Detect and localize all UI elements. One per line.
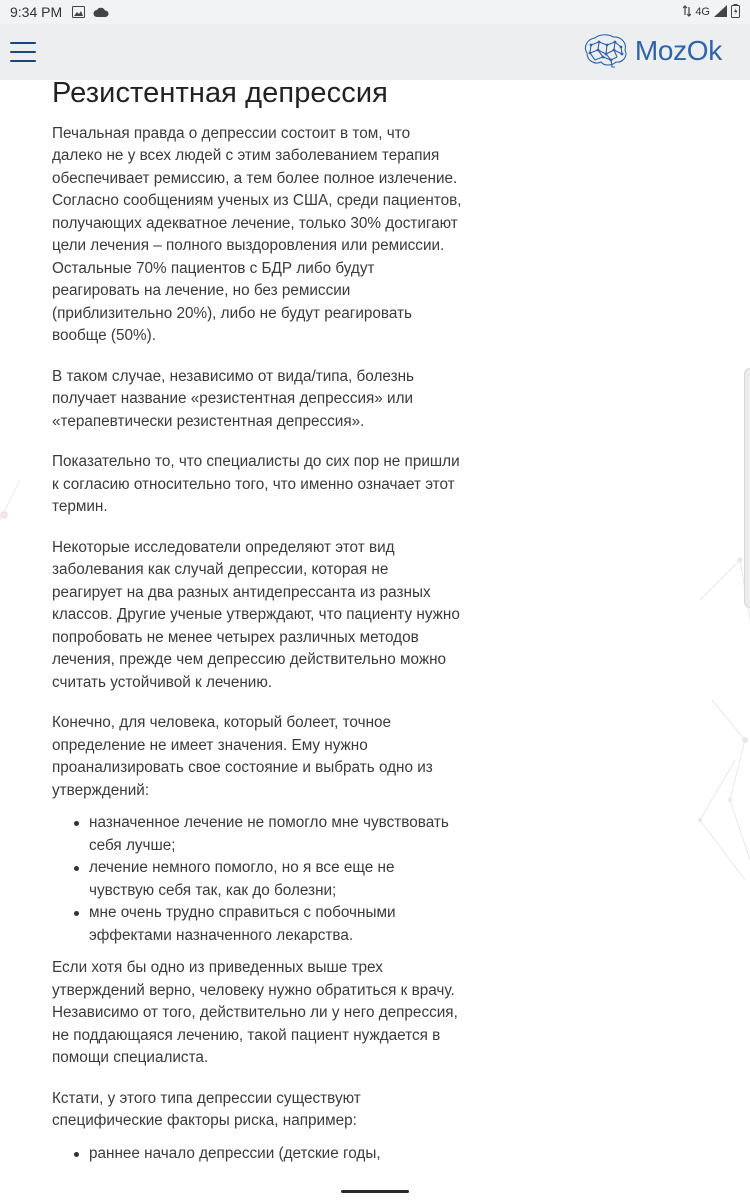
article-title: Резистентная депрессия [52,77,388,109]
battery-icon [731,4,740,21]
article-paragraph: Печальная правда о депрессии состоит в том, что далеко не у всех людей с этим заболеванием терапия обеспечивает ремиссию, а тем более полное излечение. Согласно сообщениям ученых из США, среди пациентов, получающих адекватное лечение, только 30% достигают цели лечения – полного выздоровления или ремиссии. Остальные 70% пациентов с БДР либо будут реагировать на лечение, но без ремиссии (приблизительно 20%), либо не будут реагировать вообще (50%). [52,124,462,345]
list-item: раннее начало депрессии (детские годы, [74,1143,462,1166]
status-time: 9:34 PM [10,4,63,20]
list-item: мне очень трудно справиться с побочными эффектами назначенного лекарства. [74,902,462,947]
network-type: 4G [695,6,710,18]
list-item: назначенное лечение не помогло мне чувствовать себя лучше; [74,812,462,857]
article-paragraph: Кстати, у этого типа депрессии существуют специфические факторы риска, например: [52,1089,361,1130]
symptoms-list [74,812,462,947]
gallery-icon [72,6,85,18]
status-bar [0,0,750,24]
article-paragraph: Если хотя бы одно из приведенных выше трех утверждений верно, человеку нужно обратиться к врачу. Независимо от того, действительно ли у него депрессия, не поддающаяся лечению, такой пациент нуждается в помощи специалиста. [52,959,458,1067]
home-indicator[interactable] [341,1190,409,1193]
article [52,76,462,1173]
cloud-icon [93,7,109,18]
data-transfer-icon [683,5,691,20]
edge-panel-handle[interactable] [744,368,750,608]
site-logo[interactable] [581,33,722,69]
signal-icon [714,5,727,20]
article-paragraph: В таком случае, независимо от вида/типа, болезнь получает название «резистентная депрессия» или «терапевтически резистентная депрессия». [52,367,415,430]
logo-text: MozOk [634,35,722,66]
article-paragraph: Конечно, для человека, который болеет, точное определение не имеет значения. Ему нужно проанализировать свое состояние и выбрать одно из утверждений: [52,714,433,799]
risk-factors-list [74,1143,462,1166]
menu-icon[interactable] [10,42,36,62]
list-item: лечение немного помогло, но я все еще не чувствую себя так, как до болезни; [74,857,462,902]
article-paragraph: Некоторые исследователи определяют этот вид заболевания как случай депрессии, которая не реагирует на два разных антидепрессанта из разных классов. Другие ученые утверждают, что пациенту нужно попробовать не менее четырех различных методов лечения, прежде чем депрессию действительно можно считать устойчивой к лечению. [52,538,460,691]
brain-logo-icon [581,33,629,69]
article-paragraph: Показательно то, что специалисты до сих пор не пришли к согласию относительно того, что именно означает этот термин. [52,453,460,516]
site-header [0,24,750,80]
